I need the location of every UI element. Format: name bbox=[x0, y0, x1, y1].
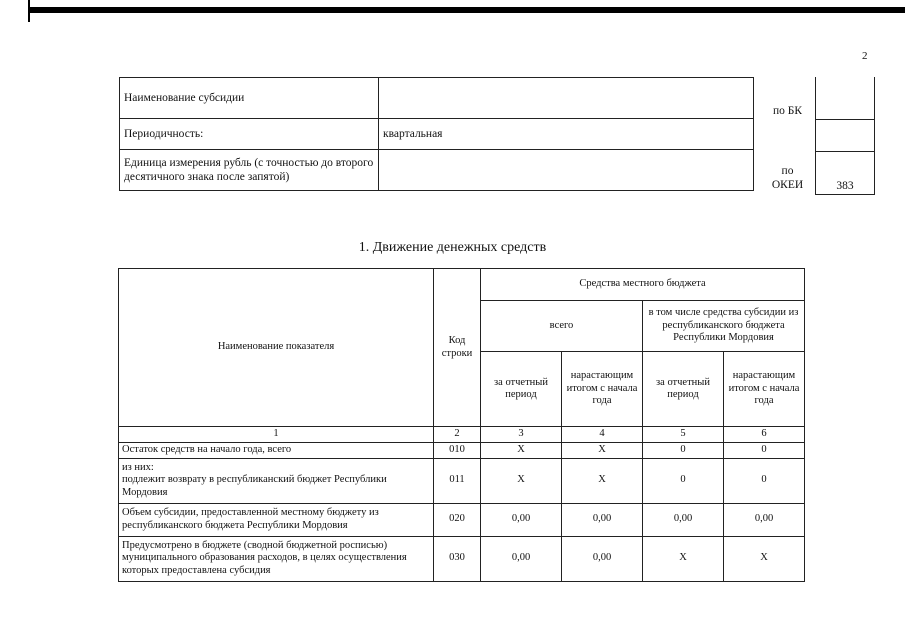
cell-value: 0,00 bbox=[643, 503, 724, 536]
cell-value: 0 bbox=[643, 442, 724, 458]
header-label-periodicity: Периодичность: bbox=[120, 119, 379, 150]
cell-value: X bbox=[562, 458, 643, 503]
code-row-bk bbox=[760, 77, 875, 119]
header-row-unit bbox=[120, 150, 754, 191]
column-numbers-row bbox=[119, 427, 805, 443]
cell-value: X bbox=[481, 458, 562, 503]
codes-table bbox=[760, 77, 875, 195]
col-header-name: Наименование показателя bbox=[119, 269, 434, 427]
column-number: 2 bbox=[434, 427, 481, 443]
col-header-subsidy-cumulative: нарастающим итогом с начала года bbox=[724, 352, 805, 427]
header-value-subsidy bbox=[379, 78, 754, 119]
cell-value: X bbox=[643, 536, 724, 581]
code-row-okei bbox=[760, 151, 875, 194]
cell-value: 0 bbox=[724, 458, 805, 503]
col-subgroup-subsidy: в том числе средства субсидии из республиканского бюджета Республики Мордовия bbox=[643, 301, 805, 352]
header-value-periodicity: квартальная bbox=[379, 119, 754, 150]
row-code: 010 bbox=[434, 442, 481, 458]
code-label-okei: по ОКЕИ bbox=[771, 165, 804, 191]
cell-value: X bbox=[724, 536, 805, 581]
row-name: Объем субсидии, предоставленной местному бюджету из республиканского бюджета Республики Мордовия bbox=[119, 503, 434, 536]
table-header-row-1 bbox=[119, 269, 805, 301]
header-value-unit bbox=[379, 150, 754, 191]
code-value-blank bbox=[816, 119, 875, 151]
cell-value: 0,00 bbox=[481, 503, 562, 536]
code-value-okei: 383 bbox=[816, 151, 875, 194]
cell-value: 0,00 bbox=[481, 536, 562, 581]
col-header-total-cumulative: нарастающим итогом с начала года bbox=[562, 352, 643, 427]
code-row-blank bbox=[760, 119, 875, 151]
row-code: 030 bbox=[434, 536, 481, 581]
page-number: 2 bbox=[862, 50, 868, 62]
col-header-code: Код строки bbox=[434, 269, 481, 427]
row-code: 011 bbox=[434, 458, 481, 503]
table-row bbox=[119, 536, 805, 581]
header-label-subsidy: Наименование субсидии bbox=[120, 78, 379, 119]
table-row bbox=[119, 442, 805, 458]
column-number: 4 bbox=[562, 427, 643, 443]
row-name: из них: подлежит возврату в республиканский бюджет Республики Мордовия bbox=[119, 458, 434, 503]
column-number: 6 bbox=[724, 427, 805, 443]
cell-value: X bbox=[481, 442, 562, 458]
header-label-unit: Единица измерения рубль (с точностью до второго десятичного знака после запятой) bbox=[120, 150, 379, 191]
scan-edge-left bbox=[28, 0, 30, 22]
cell-value: 0,00 bbox=[562, 503, 643, 536]
cell-value: 0 bbox=[724, 442, 805, 458]
cash-flow-table bbox=[118, 268, 805, 582]
column-number: 3 bbox=[481, 427, 562, 443]
header-row-subsidy bbox=[120, 78, 754, 119]
row-code: 020 bbox=[434, 503, 481, 536]
col-group-local-budget: Средства местного бюджета bbox=[481, 269, 805, 301]
row-name: Предусмотрено в бюджете (сводной бюджетной росписью) муниципального образования расходов, в целях осуществления которых предоставлена субсидия bbox=[119, 536, 434, 581]
column-number: 5 bbox=[643, 427, 724, 443]
section-title: 1. Движение денежных средств bbox=[358, 240, 547, 255]
code-value-bk bbox=[816, 77, 875, 119]
column-number: 1 bbox=[119, 427, 434, 443]
row-name: Остаток средств на начало года, всего bbox=[119, 442, 434, 458]
header-row-periodicity bbox=[120, 119, 754, 150]
col-subgroup-total: всего bbox=[481, 301, 643, 352]
cell-value: X bbox=[562, 442, 643, 458]
col-header-subsidy-period: за отчетный период bbox=[643, 352, 724, 427]
scan-edge-top bbox=[30, 7, 905, 13]
cell-value: 0,00 bbox=[724, 503, 805, 536]
code-label-blank bbox=[760, 119, 816, 151]
header-table bbox=[119, 77, 754, 191]
col-header-total-period: за отчетный период bbox=[481, 352, 562, 427]
table-row bbox=[119, 503, 805, 536]
cell-value: 0 bbox=[643, 458, 724, 503]
table-row bbox=[119, 458, 805, 503]
cell-value: 0,00 bbox=[562, 536, 643, 581]
code-label-bk: по БК bbox=[772, 105, 803, 117]
